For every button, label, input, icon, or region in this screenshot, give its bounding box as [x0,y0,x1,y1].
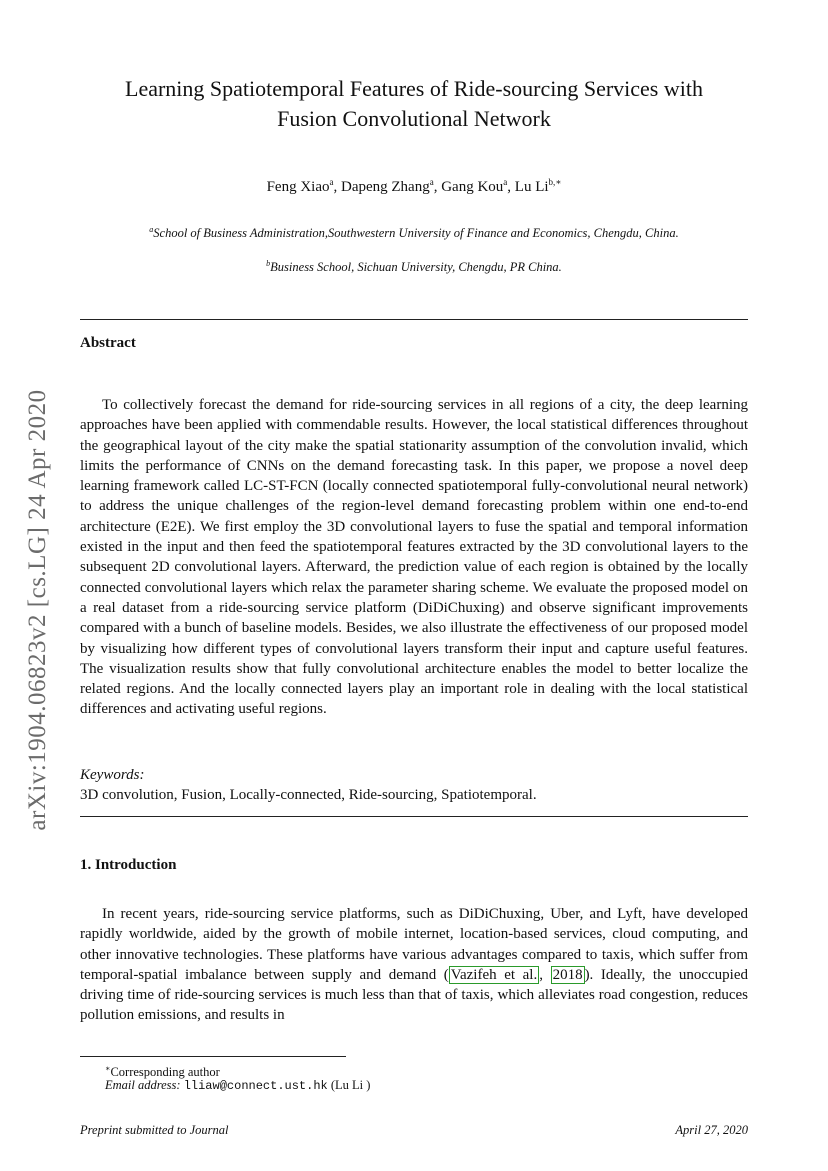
author-affil-mark: a [429,177,434,187]
author-affil-mark: a [329,177,334,187]
citation-separator: , [539,966,551,983]
intro-text-part-1: In recent years, ride-sourcing service platforms, such as DiDiChuxing, Uber, and Lyft, have developed rapidly worldwide, aided by the growth of mobile internet, location-based services, cloud computing, and other innovative technologies. These platforms have various advantages compared to taxis, which suffer from temporal-spatial imbalance between supply and demand ( [80,906,748,983]
footnote-email [105,1077,370,1094]
title-line-2: Fusion Convolutional Network [277,106,551,131]
introduction-heading: 1. Introduction [80,857,177,873]
abstract-top-rule [80,319,748,320]
affiliation-mark: b [266,259,271,268]
footnote-corresponding-text: Corresponding author [110,1065,220,1079]
introduction-body [80,904,748,1028]
abstract-heading: Abstract [80,335,136,351]
author-name: Gang Kou [441,179,504,195]
intro-text-part-2: ). Ideally, the unoccupied driving time of ride-sourcing services is much less than that of taxis, which alleviates road congestion, reduces pollution emissions, and results in [80,966,748,1024]
email-label: Email address: [105,1078,181,1092]
email-address-link[interactable]: lliaw@connect.ust.hk [183,1079,328,1093]
affiliation-b [80,256,748,275]
paper-title [80,74,748,134]
email-owner: (Lu Li ) [330,1078,371,1092]
affiliation-a [80,222,748,241]
author-name: Lu Li [514,179,549,195]
author-affil-mark: a [503,177,508,187]
affiliation-text: Business School, Sichuan University, Chengdu, PR China. [270,260,562,274]
author-name: Feng Xiao [266,179,330,195]
citation-link-authors[interactable]: Vazifeh et al. [450,966,538,983]
title-line-1: Learning Spatiotemporal Features of Ride-sourcing Services with [125,76,703,101]
author-name: Dapeng Zhang [341,179,430,195]
abstract-body [80,395,748,767]
footnote-marker: ∗ [105,1064,111,1073]
keywords-label: Keywords: [80,767,145,783]
arxiv-identifier: arXiv:1904.06823v2 [cs.LG] 24 Apr 2020 [24,389,51,831]
author-affil-mark: b,∗ [548,177,562,187]
footer-date: April 27, 2020 [675,1123,748,1137]
author-list: Feng Xiao$^a$, Dapeng Zhang$^a$, Gang Kou$^a$, Lu $Li^{b,∗}$ [266,177,562,195]
affiliation-text: School of Business Administration,Southwestern University of Finance and Economics, Chengdu, China. [153,226,679,240]
citation-link-year[interactable]: 2018 [552,966,583,983]
affiliation-mark: a [149,225,154,234]
keywords-list: 3D convolution, Fusion, Locally-connected, Ride-sourcing, Spatiotemporal. [80,787,537,803]
footer-preprint-note: Preprint submitted to Journal [80,1123,229,1137]
footnote-rule [80,1056,346,1057]
abstract-bottom-rule [80,816,748,817]
abstract-text: To collectively forecast the demand for ride-sourcing services in all regions of a city, the deep learning approaches have been applied with commendable results. However, the local statistical differences throughout the geographical layout of the city make the spatial stationarity assumption of the convolution invalid, which limits the performance of CNNs on the demand forecasting task. In this paper, we propose a novel deep learning framework called LC-ST-FCN (locally connected spatiotemporal fully-convolutional neural network) to address the unique challenges of the region-level demand forecasting problem within one end-to-end architecture (E2E). We first employ the 3D convolutional layers to fuse the spatial and temporal information existed in the input and then feed the spatiotemporal features extracted by the 3D convolutional layers to the subsequent 2D convolutional layers. Afterward, the prediction value of each region is obtained by the locally connected convolutional layers which relax the parameter sharing scheme. We evaluate the proposed model on a real dataset from a ride-sourcing service platform (DiDiChuxing) and observe significant improvements compared with a bunch of baseline models. Besides, we also illustrate the effectiveness of our proposed model by visualizing how different types of convolutional layers transform their input and capture useful features. The visualization results show that fully convolutional architecture enables the model to better localize the related regions. And the locally connected layers play an important role in dealing with the local statistical differences and activating useful regions. [80,397,748,718]
